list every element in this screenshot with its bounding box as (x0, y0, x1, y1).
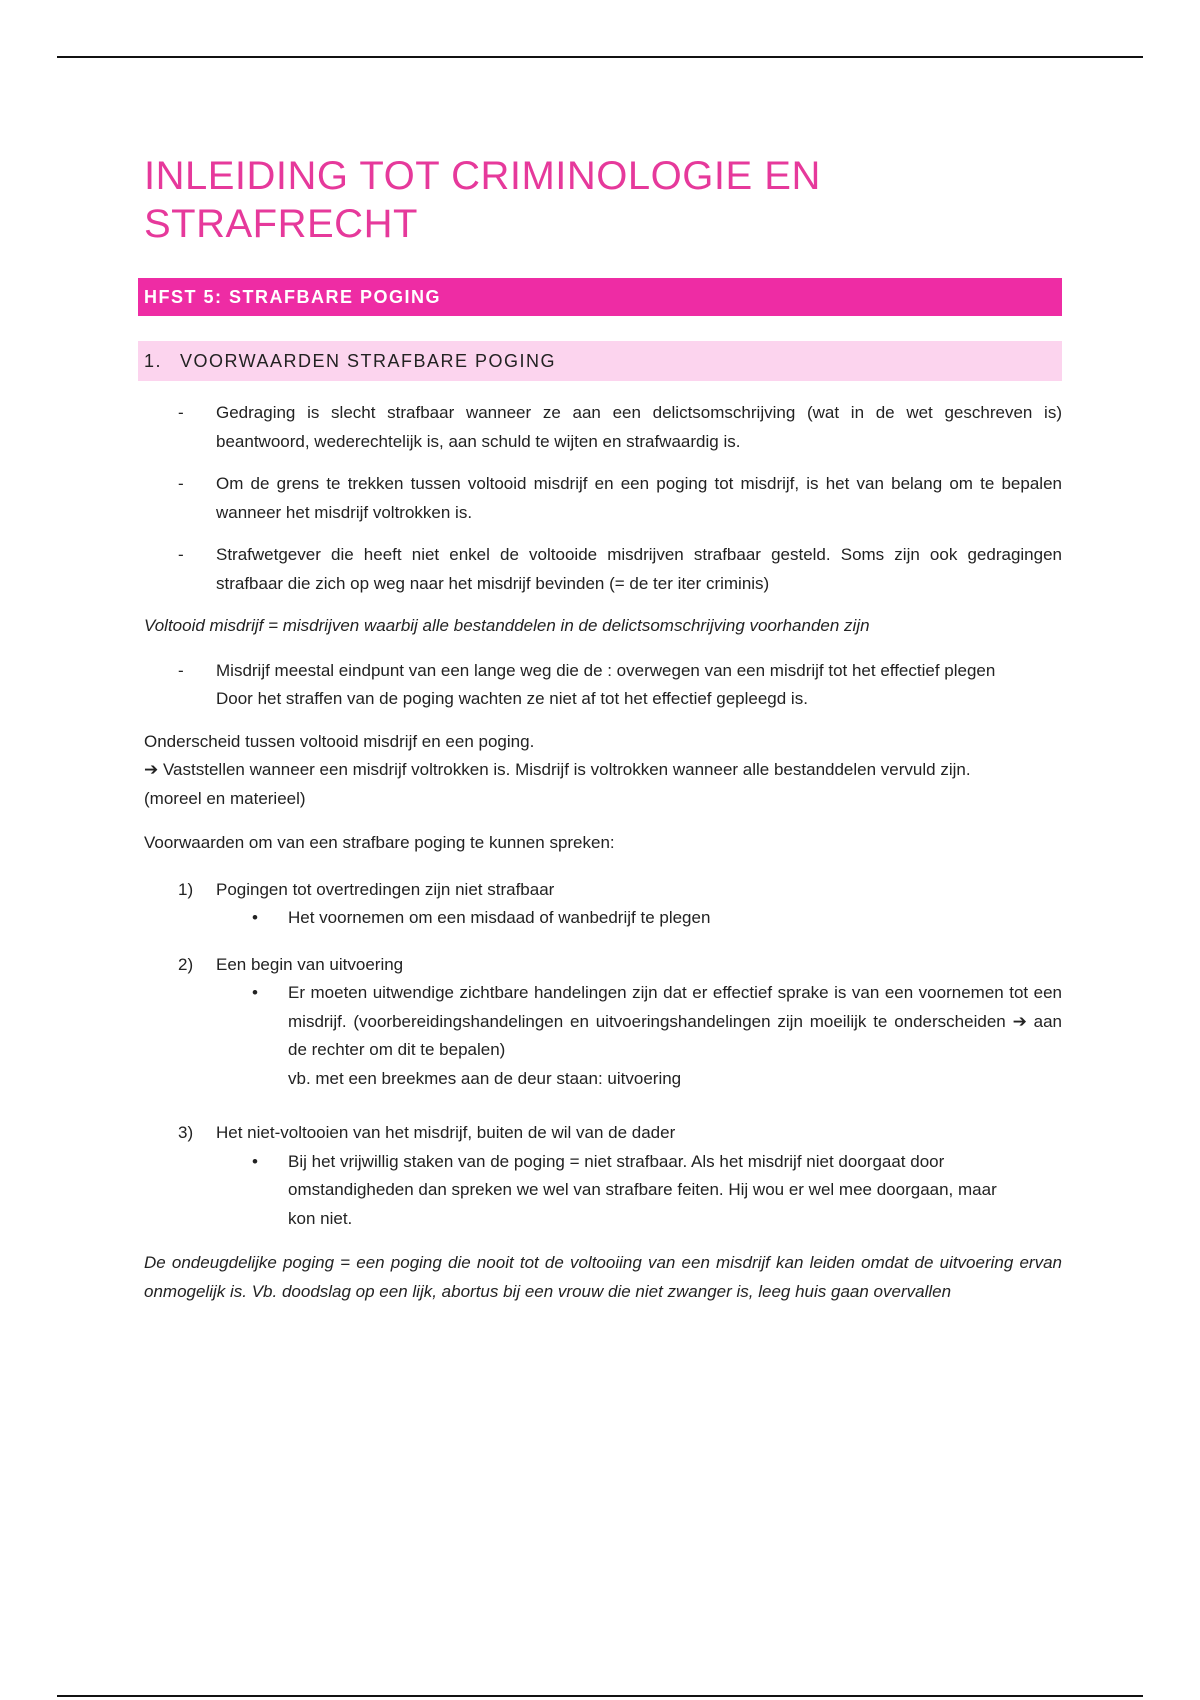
arrow-icon: ➔ (144, 760, 159, 779)
document-title: INLEIDING TOT CRIMINOLOGIE EN STRAFRECHT (144, 154, 821, 246)
condition-title: Pogingen tot overtredingen zijn niet strafbaar (216, 879, 555, 899)
intro-list (138, 399, 1062, 598)
bullet-marker: • (252, 908, 258, 927)
conditions-list (138, 876, 1062, 1234)
bullet-marker: • (252, 1151, 258, 1171)
bullet-item: • Bij het vrijwillig staken van de poging = niet strafbaar. Als het misdrijf niet doorgaat door omstandigheden dan spreken we wel van strafbare feiten. Hij wou er wel mee doorgaan, maar kon niet. (216, 1148, 1062, 1234)
chapter-heading: HFST 5: STRAFBARE POGING (138, 278, 1062, 316)
definition-ondeugdelijk: De ondeugdelijke poging = een poging die nooit tot de voltooiing van een misdrijf kan leiden omdat de uitvoering ervan onmogelijk is. Vb. doodslag op een lijk, abortus bij een vrouw die niet zwanger is, leeg huis gaan overvallen (144, 1253, 1062, 1301)
dash-marker: - (178, 474, 184, 493)
dash-marker: - (178, 545, 184, 564)
bullet-item: • Er moeten uitwendige zichtbare handelingen zijn dat er effectief sprake is van een voornemen tot een misdrijf. (voorbereidingshandelingen en uitvoeringshandelingen zijn moeilijk te onderscheiden ➔ aan de rechter om dit te bepalen) vb. met een breekmes aan de deur staan: uitvoering (216, 979, 1062, 1093)
list-item: - Om de grens te trekken tussen voltooid misdrijf en een poging tot misdrijf, is het van belang om te bepalen wanneer het misdrijf voltrokken is. (138, 470, 1062, 527)
list-item: - Gedraging is slecht strafbaar wanneer ze aan een delictsomschrijving (wat in de wet geschreven is) beantwoord, wederechtelijk is, aan schuld te wijten en strafwaardig is. (138, 399, 1062, 456)
voorwaarden-intro: Voorwaarden om van een strafbare poging te kunnen spreken: (144, 833, 615, 852)
condition-number: 1) (178, 879, 194, 899)
section-number: 1. (144, 351, 163, 371)
condition-item (138, 951, 1062, 1094)
onderscheid-paragraph: Onderscheid tussen voltooid misdrijf en een poging. ➔ Vaststellen wanneer een misdrijf voltrokken is. Misdrijf is voltrokken wanneer alle bestanddelen vervuld zijn. (moreel en materieel) (144, 731, 971, 808)
section-title: VOORWAARDEN STRAFBARE POGING (180, 351, 557, 371)
condition-number: 3) (178, 1123, 194, 1142)
definition-voltooid: Voltooid misdrijf = misdrijven waarbij alle bestanddelen in de delictsomschrijving voorhanden zijn (144, 616, 870, 635)
top-rule (57, 56, 1143, 58)
bullet-marker: • (252, 983, 258, 1002)
weg-list (138, 657, 1062, 714)
list-item: - Strafwetgever die heeft niet enkel de voltooide misdrijven strafbaar gesteld. Soms zijn ook gedragingen strafbaar die zich op weg naar het misdrijf bevinden (= de ter iter criminis) (138, 541, 1062, 598)
dash-marker: - (178, 403, 184, 422)
condition-number: 2) (178, 954, 194, 974)
list-item: - Misdrijf meestal eindpunt van een lange weg die de : overwegen van een misdrijf tot het effectief plegen Door het straffen van de poging wachten ze niet af tot het effectief gepleegd is. (138, 657, 1062, 714)
condition-item (138, 1119, 1062, 1233)
bullet-item: • Het voornemen om een misdaad of wanbedrijf te plegen (216, 904, 1062, 933)
condition-item (138, 876, 1062, 933)
condition-title: Het niet-voltooien van het misdrijf, buiten de wil van de dader (216, 1123, 676, 1142)
section-heading (138, 341, 1062, 381)
condition-title: Een begin van uitvoering (216, 954, 404, 974)
dash-marker: - (178, 660, 184, 680)
document-body (138, 140, 1062, 1306)
bottom-rule (57, 1695, 1143, 1697)
arrow-icon: ➔ (1012, 1011, 1027, 1031)
